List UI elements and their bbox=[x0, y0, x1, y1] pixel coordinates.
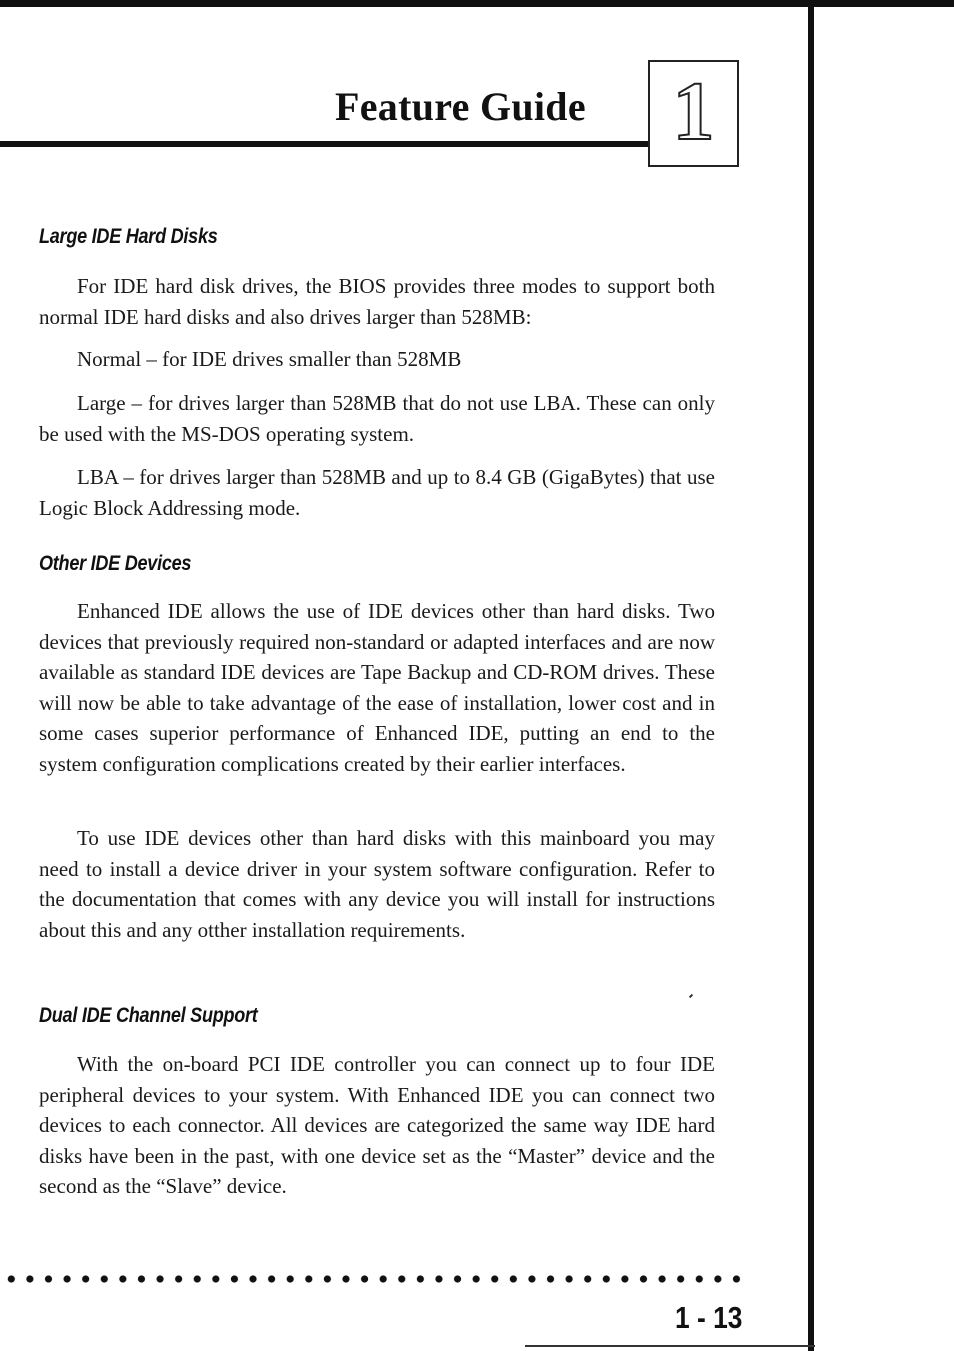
chapter-box bbox=[648, 60, 739, 167]
paragraph: To use IDE devices other than hard disks with this mainboard you may need to install a device driver in your system software configuration. Refer to the documentation that comes with any device you will install for instructions about this and any otther installation requirements. bbox=[39, 826, 715, 942]
paragraph: Enhanced IDE allows the use of IDE devices other than hard disks. Two devices that previously required non-standard or adapted interfaces and are now available as standard IDE devices are Tape Backup and CD-ROM drives. These will now be able to take advantage of the ease of installation, lower cost and in some cases superior performance of Enhanced IDE, putting an end to the system configuration complications created by their earlier interfaces. bbox=[39, 599, 715, 776]
section-heading-large-ide-hard-disks: Large IDE Hard Disks bbox=[39, 225, 218, 248]
right-border bbox=[808, 0, 814, 1351]
header-rule bbox=[0, 141, 648, 147]
dotted-divider bbox=[2, 1272, 747, 1286]
paragraph: For IDE hard disk drives, the BIOS provides three modes to support both normal IDE hard disks and also drives larger than 528MB: bbox=[39, 274, 715, 329]
paragraph: Large – for drives larger than 528MB that do not use LBA. These can only be used with the MS-DOS operating system. bbox=[39, 391, 715, 446]
paragraph: With the on-board PCI IDE controller you can connect up to four IDE peripheral devices to your system. With Enhanced IDE you can connect two devices to each connector. All devices are categorized the same way IDE hard disks have been in the past, with one device set as the “Master” device and the second as the “Slave” device. bbox=[39, 1052, 715, 1198]
print-speck bbox=[689, 994, 693, 998]
paragraph: Normal – for IDE drives smaller than 528MB bbox=[77, 347, 462, 371]
page-title: Feature Guide bbox=[335, 84, 586, 129]
page-number: 1 - 13 bbox=[675, 1300, 743, 1335]
section-heading-dual-ide-channel-support: Dual IDE Channel Support bbox=[39, 1004, 258, 1027]
bottom-rule bbox=[525, 1345, 815, 1347]
paragraph: LBA – for drives larger than 528MB and up to 8.4 GB (GigaBytes) that use Logic Block Addressing mode. bbox=[39, 465, 715, 520]
section-heading-other-ide-devices: Other IDE Devices bbox=[39, 552, 192, 575]
chapter-number: 1 bbox=[672, 64, 715, 158]
